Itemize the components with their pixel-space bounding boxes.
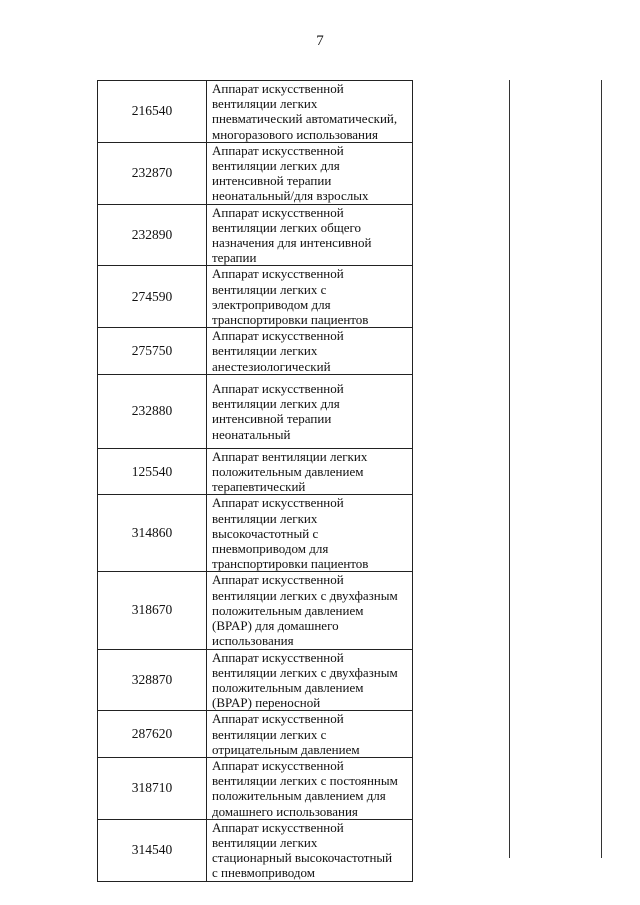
device-code-cell: 287620 — [98, 711, 207, 758]
device-code-cell: 274590 — [98, 266, 207, 328]
device-description-cell: Аппарат искусственной вентиляции легких с отрицательным давлением — [207, 711, 413, 758]
device-code-cell: 318670 — [98, 572, 207, 649]
device-description-cell: Аппарат искусственной вентиляции легких для интенсивной терапии неонатальный — [207, 374, 413, 448]
device-description-cell: Аппарат искусственной вентиляции легких стационарный высокочастотный с пневмоприводом — [207, 819, 413, 881]
device-description-cell: Аппарат искусственной вентиляции легких для интенсивной терапии неонатальный/для взрослых — [207, 142, 413, 204]
table-row — [98, 204, 413, 266]
table-row — [98, 448, 413, 495]
device-description-cell: Аппарат искусственной вентиляции легких высокочастотный с пневмоприводом для транспортировки пациентов — [207, 495, 413, 572]
table-row — [98, 328, 413, 375]
device-description-cell: Аппарат искусственной вентиляции легких с электроприводом для транспортировки пациентов — [207, 266, 413, 328]
table-row — [98, 819, 413, 881]
device-description-cell: Аппарат искусственной вентиляции легких с двухфазным положительным давлением (BPAP) для домашнего использования — [207, 572, 413, 649]
table-row — [98, 649, 413, 711]
device-description-cell: Аппарат искусственной вентиляции легких анестезиологический — [207, 328, 413, 375]
device-code-cell: 125540 — [98, 448, 207, 495]
table-row — [98, 711, 413, 758]
column-rule-right — [601, 80, 602, 858]
table-row — [98, 495, 413, 572]
device-code-cell: 314860 — [98, 495, 207, 572]
table-row — [98, 374, 413, 448]
table-row — [98, 757, 413, 819]
table-row — [98, 142, 413, 204]
device-code-cell: 318710 — [98, 757, 207, 819]
column-rule-left — [509, 80, 510, 858]
device-description-cell: Аппарат искусственной вентиляции легких с двухфазным положительным давлением (BPAP) переносной — [207, 649, 413, 711]
page-number: 7 — [316, 33, 324, 49]
device-code-cell: 275750 — [98, 328, 207, 375]
device-code-cell: 232890 — [98, 204, 207, 266]
device-table — [97, 80, 413, 882]
table-row — [98, 266, 413, 328]
table-row — [98, 572, 413, 649]
device-description-cell: Аппарат искусственной вентиляции легких с постоянным положительным давлением для домашнего использования — [207, 757, 413, 819]
table-row — [98, 81, 413, 143]
device-code-cell: 328870 — [98, 649, 207, 711]
table-body — [98, 81, 413, 882]
device-code-cell: 232870 — [98, 142, 207, 204]
device-code-cell: 232880 — [98, 374, 207, 448]
device-description-cell: Аппарат вентиляции легких положительным давлением терапевтический — [207, 448, 413, 495]
device-code-cell: 216540 — [98, 81, 207, 143]
device-description-cell: Аппарат искусственной вентиляции легких пневматический автоматический, многоразового использования — [207, 81, 413, 143]
device-description-cell: Аппарат искусственной вентиляции легких общего назначения для интенсивной терапии — [207, 204, 413, 266]
device-code-cell: 314540 — [98, 819, 207, 881]
